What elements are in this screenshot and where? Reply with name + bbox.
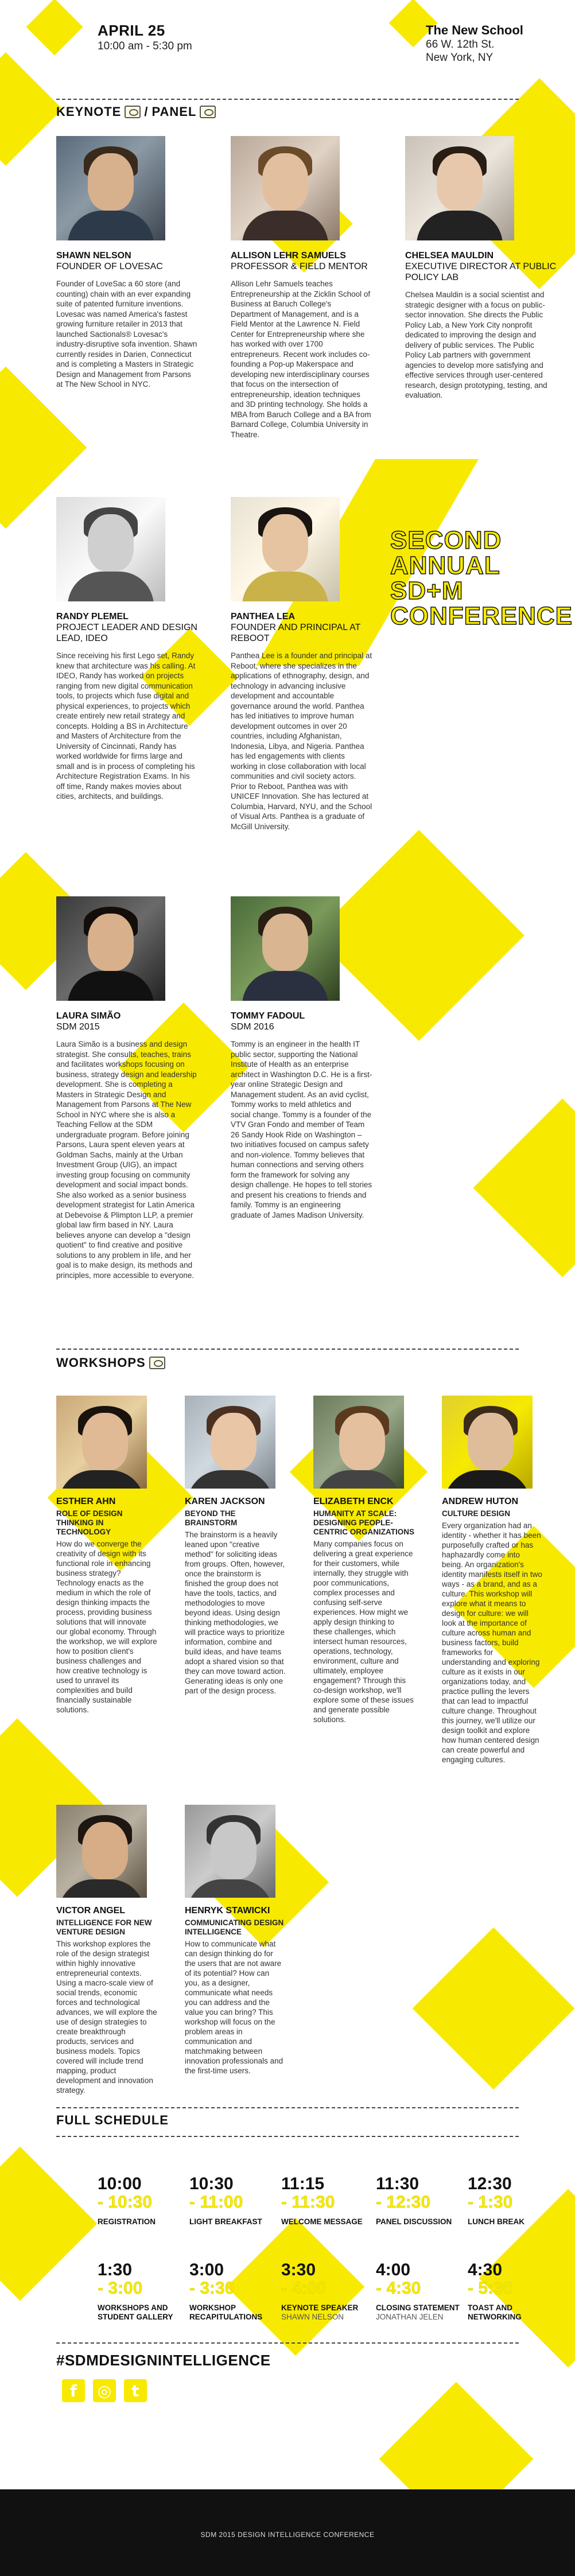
schedule-end: - 11:00 <box>189 2193 243 2212</box>
conference-title-line: CONFERENCE <box>390 602 573 630</box>
workshop-photo <box>56 1396 147 1489</box>
schedule-start: 4:00 <box>376 2260 411 2279</box>
workshop-description: Many companies focus on delivering a great experience for their customers, while internally, they struggle with poor communications, complex processes and confusing self-serve experiences. How might we apply design thinking to these challenges, which intersect human resources, operations, technology, environment, culture and ultimately, employee engagement? Through this co-design workshop, we'll explore some of these issues and generate possible solutions. <box>313 1540 414 1724</box>
schedule-end: - 3:00 <box>98 2279 143 2298</box>
facebook-icon[interactable]: f <box>62 2379 85 2402</box>
schedule-label: WORKSHOPS AND STUDENT GALLERY <box>98 2303 173 2321</box>
schedule-item <box>98 2175 184 2227</box>
speaker-role: FOUNDER OF LOVESAC <box>56 262 163 271</box>
speaker-name: SHAWN NELSON <box>56 251 131 261</box>
workshop-title: COMMUNICATING DESIGN INTELLIGENCE <box>185 1918 284 1936</box>
section-divider <box>56 2136 519 2137</box>
speaker-card <box>56 136 211 390</box>
section-divider <box>56 99 519 100</box>
workshop-leader: ESTHER AHN <box>56 1497 116 1506</box>
schedule-sub: SHAWN NELSON <box>281 2313 344 2321</box>
speaker-photo <box>405 136 514 240</box>
speaker-bio: Founder of LoveSac a 60 store (and counting) chain with an ever expanding suite of patented furniture inventions. Lovesac was named America's fastest growing furniture retailer in 2013 that launched Sactionals® Lovesac's industry-disruptive sofa invention. Shawn currently resides in Darien, Connecticut and is completing a Masters in Strategic Design and Management from Parsons at The New School in NYC. <box>56 279 197 388</box>
event-date: APRIL 25 <box>98 22 165 39</box>
venue-address <box>426 38 494 64</box>
speaker-role: PROJECT LEADER AND DESIGN LEAD, IDEO <box>56 623 197 643</box>
schedule-item <box>281 2261 367 2322</box>
event-hashtag: #SDMDESIGNINTELLIGENCE <box>56 2352 271 2369</box>
speaker-bio: Panthea Lee is a founder and principal at Reboot, where she specializes in the applications of ethnography, design, and technology in advancing inclusive development and accountable governance around the world. Panthea has led initiatives to improve human development outcomes in over 20 countries, including Afghanistan, Indonesia, Libya, and Nigeria. Panthea has led engagements with clients working in close collaboration with local communities and civil society actors. Prior to Reboot, Panthea was with UNICEF Innovation. She has lectured at Columbia, Harvard, NYU, and the School of Visual Arts. Panthea is a graduate of McGill University. <box>231 651 372 831</box>
speaker-card <box>56 497 211 802</box>
speaker-bio: Since receiving his first Lego set, Randy knew that architecture was his calling. At IDEO, Randy has worked on projects ranging from new digital communication tools, to projects which fuse digital and physical experiences, to projects which create entirely new retail strategy and concepts. Holding a BS in Architecture and Masters of Architecture from the University of Cincinnati, Randy has worked worldwide for firms large and small and is in process of completing his Architecture Registration Exams. In his off time, Randy makes movies about cities, architects, and buildings. <box>56 651 196 801</box>
schedule-label: LIGHT BREAKFAST <box>189 2217 262 2226</box>
workshop-description: The brainstorm is a heavily leaned upon "creative method" for soliciting ideas from groups. Often, however, once the brainstorm is finished the group does not have the tools, tactics, and methodologies to move beyond ideas. Using design thinking methodologies, we will practice ways to prioritize information, combine and build ideas, and have teams adopt a shared vision so that they can move toward action. Generating ideas is only one part of the design process. <box>185 1530 286 1695</box>
speaker-name: TOMMY FADOUL <box>231 1011 305 1021</box>
deco-shape <box>413 1928 575 2090</box>
lightbulb-icon <box>149 1357 165 1369</box>
speaker-photo <box>231 896 340 1001</box>
speaker-bio: Tommy is an engineer in the health IT public sector, supporting the National Institute of Health as an enterprise architect in Washington D.C. He is a first-year online Strategic Design and Management student. As an avid cyclist, Tommy works to meld athletics and social change. Tommy is a founder of the VTV Gran Fondo and member of Team 26 Sandy Hook Ride on Washington – two initiatives focused on campus safety and non-violence. Tommy believes that human connections and serving others form the framework for solving any design challenge. He hopes to tell stories and present his creations to friends and family. Tommy is an engineering graduate of James Madison University. <box>231 1040 372 1219</box>
workshop-title: CULTURE DESIGN <box>442 1509 511 1518</box>
event-time: 10:00 am - 5:30 pm <box>98 40 192 52</box>
schedule-label: PANEL DISCUSSION <box>376 2217 452 2226</box>
workshop-leader: ANDREW HUTON <box>442 1497 519 1506</box>
schedule-label: LUNCH BREAK <box>468 2217 525 2226</box>
section-divider <box>56 2342 519 2344</box>
schedule-end: - 5:30 <box>468 2279 513 2298</box>
schedule-start: 10:30 <box>189 2174 234 2193</box>
speaker-role: FOUNDER AND PRINCIPAL AT REBOOT <box>231 623 361 643</box>
section-divider <box>56 1349 519 1350</box>
workshop-title: HUMANITY AT SCALE: DESIGNING PEOPLE-CENTRIC ORGANIZATIONS <box>313 1509 414 1536</box>
panel-title: PANEL <box>151 104 197 119</box>
schedule-item <box>189 2175 275 2227</box>
workshop-leader: KAREN JACKSON <box>185 1497 265 1506</box>
workshop-photo <box>185 1805 275 1898</box>
schedule-label: TOAST AND NETWORKING <box>468 2303 522 2321</box>
schedule-sub: JONATHAN JELEN <box>376 2313 444 2321</box>
workshops-title: WORKSHOPS <box>56 1355 146 1370</box>
header <box>0 0 575 86</box>
speaker-card <box>231 497 386 832</box>
speaker-photo <box>56 896 165 1001</box>
heading-divider: / <box>144 104 149 119</box>
speaker-bio: Laura Simão is a business and design strategist. She consults, teaches, trains and facilitates workshops focusing on business, strategy design and leadership development. She is completing a Masters in Strategic Design and Management from Parsons at The New School in NYC where she is also a Teaching Fellow at the SDM undergraduate program. Before joining Parsons, Laura spent eleven years at Goldman Sachs, mainly at the Urban Investment Group (UIG), an impact investing group focusing on community development and social impact bonds. She also worked as a senior business development strategist for Latin America at Debevoise & Plimpton LLP, a premier global law firm based in NY. Laura believes anyone can develop a "design quotient" to find creative and positive solutions to any problem in life, and her goal is to make design, its methods and principles, more accessible to everyone. <box>56 1040 197 1280</box>
schedule-end: - 3:30 <box>189 2279 235 2298</box>
workshop-description: Every organization had an identity - whether it has been purposefully crafted or has haphazardly come into being. An organization's identity manifests itself in two ways - as a brand, and as a culture. This workshop will explore what it means to design for culture: we will look at the importance of culture across human and business factors, build frameworks for understanding and exploring culture as it exists in our organizations today, and practice pulling the levers that can lead to impactful culture change. Throughout this journey, we'll utilize our design toolkit and explore how human centered design can create powerful and engaging cultures. <box>442 1521 542 1764</box>
workshop-card <box>442 1396 544 1765</box>
schedule-start: 4:30 <box>468 2260 503 2279</box>
footer <box>0 2489 575 2576</box>
schedule-start: 12:30 <box>468 2174 512 2193</box>
speaker-bio: Allison Lehr Samuels teaches Entrepreneurship at the Zicklin School of Business at Baruch College's Department of Management, and is a Field Mentor at the Lawrence N. Field Center for Entrepreneurship where she has worked with over 1700 entrepreneurs. Recent work includes co-founding a Pop-up Makerspace and developing new interdisciplinary courses that focus on the intersection of entrepreneurship, ideation techniques and 3D printing technology. She holds a MBA from Baruch College and a BA from Barnard College, Columbia University in Theatre. <box>231 279 371 439</box>
speaker-photo <box>56 136 165 240</box>
workshop-description: This workshop explores the role of the design strategist within highly innovative entrepreneurial contexts. Using a macro-scale view of social trends, economic forces and technological advances, we will explore the use of design strategies to create breakthrough products, services and business models. Topics covered will include trend mapping, product development and innovation strategy. <box>56 1940 157 2095</box>
schedule-item <box>189 2261 275 2322</box>
schedule-label: CLOSING STATEMENT <box>376 2303 460 2312</box>
workshop-photo <box>56 1805 147 1898</box>
deco-shape <box>473 1098 575 1277</box>
schedule-start: 3:30 <box>281 2260 316 2279</box>
speaker-photo <box>56 497 165 601</box>
workshop-card <box>185 1805 287 2076</box>
schedule-label: KEYNOTE SPEAKER <box>281 2303 359 2312</box>
schedule-label: WELCOME MESSAGE <box>281 2217 363 2226</box>
workshop-card <box>56 1396 158 1715</box>
twitter-icon[interactable]: t <box>124 2379 147 2402</box>
speaker-name: PANTHEA LEA <box>231 612 295 621</box>
social-links <box>62 2379 147 2402</box>
instagram-icon[interactable]: ◎ <box>93 2379 116 2402</box>
address-line: New York, NY <box>426 52 494 64</box>
workshop-title: INTELLIGENCE FOR NEW VENTURE DESIGN <box>56 1918 152 1936</box>
schedule-end: - 10:30 <box>98 2193 153 2212</box>
speaker-role: SDM 2015 <box>56 1022 100 1032</box>
keynote-panel-heading <box>56 104 216 119</box>
speaker-name: LAURA SIMÃO <box>56 1011 121 1021</box>
speaker-card <box>231 136 386 440</box>
schedule-heading: FULL SCHEDULE <box>56 2113 169 2127</box>
workshop-photo <box>313 1396 404 1489</box>
speaker-photo <box>231 497 340 601</box>
venue-name: The New School <box>426 23 523 37</box>
speaker-role: SDM 2016 <box>231 1022 274 1032</box>
schedule-end: - 1:30 <box>468 2193 513 2212</box>
schedule-end: - 12:30 <box>376 2193 431 2212</box>
footer-text: SDM 2015 DESIGN INTELLIGENCE CONFERENCE <box>200 2531 375 2539</box>
speaker-photo <box>231 136 340 240</box>
workshop-card <box>313 1396 415 1724</box>
schedule-item <box>376 2175 462 2227</box>
schedule-end: - 4:00 <box>281 2279 327 2298</box>
workshop-photo <box>185 1396 275 1489</box>
deco-shape <box>0 2147 97 2301</box>
address-line: 66 W. 12th St. <box>426 38 495 50</box>
workshop-description: How to communicate what can design thinking do for the users that are not aware of its potential? How can you, as a designer, communicate what needs you can address and the value you can bring? This workshop will focus on the problem areas in communication and matchmaking between innovation professionals and the first-time users. <box>185 1940 283 2075</box>
schedule-item <box>281 2175 367 2227</box>
workshop-description: How do we converge the creativity of design with its functional role in enhancing business strategy? Technology enacts as the medium in which the role of design thinking impacts the process, providing business solutions that will innovate our global economy. Through the workshop, we will explore how to position client's business challenges and how creative technology is used to unravel its complexities and build financially sustainable solutions. <box>56 1540 157 1714</box>
lightbulb-icon <box>125 106 141 118</box>
workshop-title: BEYOND THE BRAINSTORM <box>185 1509 238 1527</box>
workshop-title: ROLE OF DESIGN THINKING IN TECHNOLOGY <box>56 1509 123 1536</box>
conference-title-line: SECOND <box>390 526 502 554</box>
schedule-start: 3:00 <box>189 2260 224 2279</box>
workshop-leader: ELIZABETH ENCK <box>313 1497 394 1506</box>
speaker-role: PROFESSOR & FIELD MENTOR <box>231 262 368 271</box>
chat-icon <box>200 106 216 118</box>
speaker-name: CHELSEA MAULDIN <box>405 251 494 261</box>
workshop-leader: HENRYK STAWICKI <box>185 1906 270 1916</box>
schedule-item <box>376 2261 462 2322</box>
schedule-start: 10:00 <box>98 2174 142 2193</box>
conference-title <box>390 528 573 629</box>
speaker-bio: Chelsea Mauldin is a social scientist and strategic designer with a focus on public-sector innovation. She directs the Public Policy Lab, a New York City nonprofit dedicated to improving the design and delivery of public services. The Public Policy Lab partners with government agencies to develop more satisfying and effective services through user-centered research, design prototyping, testing, and evaluation. <box>405 290 547 399</box>
workshop-leader: VICTOR ANGEL <box>56 1906 126 1916</box>
section-divider <box>56 2107 519 2108</box>
schedule-end: - 4:30 <box>376 2279 421 2298</box>
workshop-card <box>185 1396 287 1696</box>
speaker-card <box>56 896 211 1280</box>
workshops-heading <box>56 1355 165 1370</box>
schedule-start: 11:30 <box>376 2174 419 2193</box>
schedule-start: 11:15 <box>281 2174 325 2193</box>
speaker-name: ALLISON LEHR SAMUELS <box>231 251 346 261</box>
schedule-start: 1:30 <box>98 2260 133 2279</box>
speaker-name: RANDY PLEMEL <box>56 612 129 621</box>
schedule-end: - 11:30 <box>281 2193 335 2212</box>
workshop-photo <box>442 1396 533 1489</box>
conference-title-line: ANNUAL <box>390 551 500 580</box>
schedule-item <box>468 2261 554 2322</box>
schedule-item <box>98 2261 184 2322</box>
workshop-card <box>56 1805 158 2095</box>
speaker-card <box>405 136 560 401</box>
conference-title-line: SD+M <box>390 577 464 605</box>
schedule-item <box>468 2175 554 2227</box>
keynote-title: KEYNOTE <box>56 104 122 119</box>
schedule-label: REGISTRATION <box>98 2217 156 2226</box>
schedule-label: WORKSHOP RECAPITULATIONS <box>189 2303 263 2321</box>
speaker-card <box>231 896 386 1220</box>
speaker-role: EXECUTIVE DIRECTOR AT PUBLIC POLICY LAB <box>405 262 557 282</box>
